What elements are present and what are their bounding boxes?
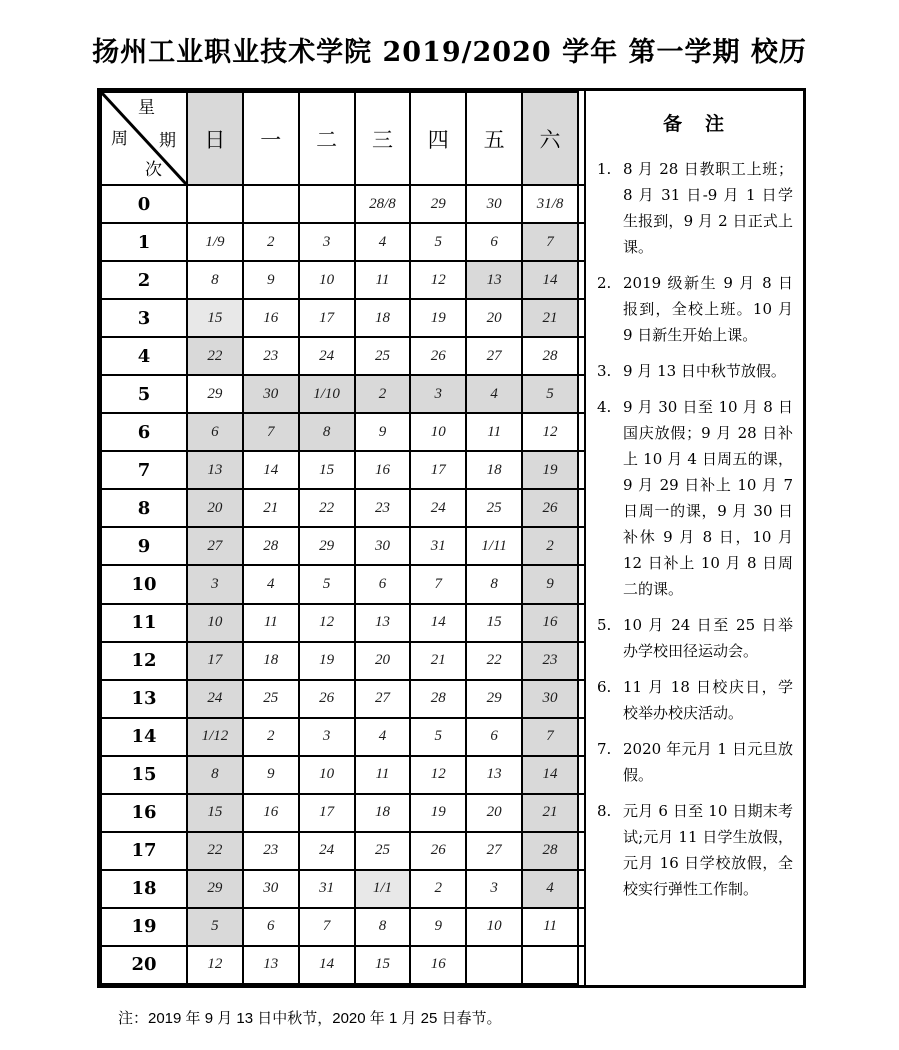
date-cell: 27 bbox=[466, 832, 522, 870]
week-label: 5 bbox=[101, 375, 187, 413]
date-cell: 4 bbox=[355, 223, 411, 261]
date-cell: 15 bbox=[466, 604, 522, 642]
note-item-8 bbox=[596, 798, 793, 902]
date-cell: 5 bbox=[299, 565, 355, 603]
note-item-4 bbox=[596, 394, 793, 602]
day-header-5: 五 bbox=[466, 92, 522, 185]
day-header-6: 六 bbox=[522, 92, 578, 185]
week-row-7 bbox=[101, 451, 578, 489]
note-item-5 bbox=[596, 612, 793, 664]
date-cell: 13 bbox=[355, 604, 411, 642]
date-cell: 2 bbox=[410, 870, 466, 908]
date-cell: 2 bbox=[522, 527, 578, 565]
date-cell: 29 bbox=[299, 527, 355, 565]
week-row-19 bbox=[101, 908, 578, 946]
date-cell: 2 bbox=[243, 223, 299, 261]
week-row-5 bbox=[101, 375, 578, 413]
week-label: 14 bbox=[101, 718, 187, 756]
date-cell: 3 bbox=[299, 223, 355, 261]
week-label: 7 bbox=[101, 451, 187, 489]
week-label: 18 bbox=[101, 870, 187, 908]
date-cell: 24 bbox=[299, 832, 355, 870]
date-cell: 26 bbox=[410, 337, 466, 375]
date-cell: 12 bbox=[522, 413, 578, 451]
notes-header: 备 注 bbox=[662, 113, 726, 135]
date-cell: 9 bbox=[243, 756, 299, 794]
date-cell bbox=[299, 185, 355, 223]
calendar-board bbox=[97, 88, 806, 988]
note-text: 9 月 30 日至 10 月 8 日国庆放假；9 月 28 日补上 10 月 4 日周五的课，9 月 29 日补上 10 月 7 日周一的课，9 月 30 日补休 9 月 8 日，10 月 12 日补上 10 月 8 日周二的课。 bbox=[623, 398, 793, 598]
date-cell: 15 bbox=[187, 299, 243, 337]
date-cell: 8 bbox=[299, 413, 355, 451]
date-cell: 22 bbox=[299, 489, 355, 527]
date-cell: 11 bbox=[243, 604, 299, 642]
date-cell: 12 bbox=[410, 261, 466, 299]
week-row-6 bbox=[101, 413, 578, 451]
note-number: 4. bbox=[597, 398, 612, 416]
date-cell: 3 bbox=[299, 718, 355, 756]
date-cell: 29 bbox=[187, 870, 243, 908]
day-header-0: 日 bbox=[187, 92, 243, 185]
date-cell: 26 bbox=[522, 489, 578, 527]
day-header-4: 四 bbox=[410, 92, 466, 185]
date-cell: 15 bbox=[355, 946, 411, 984]
date-cell: 29 bbox=[410, 185, 466, 223]
date-cell: 3 bbox=[187, 565, 243, 603]
date-cell: 30 bbox=[243, 870, 299, 908]
corner-char-zhou: 周 bbox=[111, 129, 128, 149]
notes-panel bbox=[584, 91, 803, 985]
week-row-11 bbox=[101, 604, 578, 642]
date-cell: 31 bbox=[410, 527, 466, 565]
date-cell: 23 bbox=[355, 489, 411, 527]
note-number: 2. bbox=[597, 274, 612, 292]
week-label: 19 bbox=[101, 908, 187, 946]
note-item-6 bbox=[596, 674, 793, 726]
date-cell: 30 bbox=[522, 680, 578, 718]
date-cell: 28 bbox=[522, 337, 578, 375]
date-cell: 16 bbox=[355, 451, 411, 489]
date-cell: 9 bbox=[522, 565, 578, 603]
week-row-8 bbox=[101, 489, 578, 527]
date-cell: 10 bbox=[299, 261, 355, 299]
date-cell: 1/11 bbox=[466, 527, 522, 565]
date-cell: 1/1 bbox=[355, 870, 411, 908]
week-row-0 bbox=[101, 185, 578, 223]
date-cell: 25 bbox=[355, 337, 411, 375]
date-cell: 21 bbox=[522, 299, 578, 337]
date-cell: 27 bbox=[355, 680, 411, 718]
week-row-17 bbox=[101, 832, 578, 870]
date-cell: 10 bbox=[187, 604, 243, 642]
date-cell: 17 bbox=[299, 794, 355, 832]
week-label: 4 bbox=[101, 337, 187, 375]
week-label: 3 bbox=[101, 299, 187, 337]
date-cell bbox=[243, 185, 299, 223]
date-cell: 4 bbox=[466, 375, 522, 413]
note-number: 6. bbox=[597, 678, 612, 696]
date-cell: 8 bbox=[187, 756, 243, 794]
date-cell: 9 bbox=[243, 261, 299, 299]
date-cell: 22 bbox=[187, 832, 243, 870]
date-cell: 10 bbox=[410, 413, 466, 451]
date-cell: 21 bbox=[410, 642, 466, 680]
date-cell: 23 bbox=[522, 642, 578, 680]
date-cell: 25 bbox=[355, 832, 411, 870]
date-cell: 1/9 bbox=[187, 223, 243, 261]
date-cell: 10 bbox=[299, 756, 355, 794]
week-label: 20 bbox=[101, 946, 187, 984]
date-cell: 31/8 bbox=[522, 185, 578, 223]
date-cell: 12 bbox=[410, 756, 466, 794]
date-cell: 11 bbox=[522, 908, 578, 946]
date-cell: 12 bbox=[299, 604, 355, 642]
date-cell: 8 bbox=[187, 261, 243, 299]
date-cell: 29 bbox=[187, 375, 243, 413]
week-label: 13 bbox=[101, 680, 187, 718]
date-cell: 7 bbox=[243, 413, 299, 451]
note-text: 10 月 24 日至 25 日举办学校田径运动会。 bbox=[623, 616, 793, 660]
note-text: 2019 级新生 9 月 8 日报到，全校上班。10 月 9 日新生开始上课。 bbox=[623, 274, 793, 344]
date-cell: 14 bbox=[410, 604, 466, 642]
date-cell: 3 bbox=[410, 375, 466, 413]
date-cell: 31 bbox=[299, 870, 355, 908]
date-cell: 5 bbox=[187, 908, 243, 946]
date-cell: 11 bbox=[466, 413, 522, 451]
date-cell: 9 bbox=[410, 908, 466, 946]
date-cell: 4 bbox=[355, 718, 411, 756]
date-cell: 6 bbox=[243, 908, 299, 946]
date-cell: 26 bbox=[299, 680, 355, 718]
date-cell: 20 bbox=[466, 794, 522, 832]
date-cell: 14 bbox=[522, 756, 578, 794]
date-cell: 19 bbox=[522, 451, 578, 489]
date-cell: 6 bbox=[466, 223, 522, 261]
corner-char-xing: 星 bbox=[138, 98, 155, 118]
date-cell: 23 bbox=[243, 337, 299, 375]
note-item-7 bbox=[596, 736, 793, 788]
date-cell: 7 bbox=[522, 223, 578, 261]
date-cell: 16 bbox=[243, 794, 299, 832]
week-label: 8 bbox=[101, 489, 187, 527]
date-cell: 2 bbox=[243, 718, 299, 756]
date-cell: 11 bbox=[355, 756, 411, 794]
date-cell: 30 bbox=[355, 527, 411, 565]
week-label: 9 bbox=[101, 527, 187, 565]
date-cell: 20 bbox=[355, 642, 411, 680]
date-cell: 15 bbox=[299, 451, 355, 489]
date-cell: 27 bbox=[187, 527, 243, 565]
date-cell: 5 bbox=[410, 223, 466, 261]
date-cell: 13 bbox=[243, 946, 299, 984]
week-row-1 bbox=[101, 223, 578, 261]
note-text: 11 月 18 日校庆日，学校举办校庆活动。 bbox=[623, 678, 793, 722]
date-cell: 19 bbox=[410, 794, 466, 832]
date-cell: 28 bbox=[522, 832, 578, 870]
date-cell: 17 bbox=[299, 299, 355, 337]
date-cell: 30 bbox=[243, 375, 299, 413]
week-row-15 bbox=[101, 756, 578, 794]
note-item-3 bbox=[596, 358, 793, 384]
date-cell bbox=[466, 946, 522, 984]
date-cell: 29 bbox=[466, 680, 522, 718]
date-cell: 14 bbox=[299, 946, 355, 984]
day-header-1: 一 bbox=[243, 92, 299, 185]
date-cell: 16 bbox=[410, 946, 466, 984]
week-row-10 bbox=[101, 565, 578, 603]
date-cell: 7 bbox=[522, 718, 578, 756]
date-cell: 6 bbox=[355, 565, 411, 603]
note-number: 7. bbox=[597, 740, 612, 758]
date-cell: 19 bbox=[299, 642, 355, 680]
week-row-4 bbox=[101, 337, 578, 375]
note-text: 9 月 13 日中秋节放假。 bbox=[623, 362, 786, 380]
date-cell: 13 bbox=[466, 756, 522, 794]
date-cell: 25 bbox=[466, 489, 522, 527]
date-cell: 16 bbox=[522, 604, 578, 642]
date-cell: 16 bbox=[243, 299, 299, 337]
note-item-2 bbox=[596, 270, 793, 348]
date-cell: 1/10 bbox=[299, 375, 355, 413]
note-number: 1. bbox=[597, 160, 612, 178]
note-number: 5. bbox=[597, 616, 612, 634]
date-cell: 10 bbox=[466, 908, 522, 946]
corner-char-qi: 期 bbox=[159, 131, 176, 151]
date-cell: 28 bbox=[243, 527, 299, 565]
date-cell: 2 bbox=[355, 375, 411, 413]
date-cell: 11 bbox=[355, 261, 411, 299]
date-cell: 30 bbox=[466, 185, 522, 223]
date-cell: 21 bbox=[522, 794, 578, 832]
date-cell: 14 bbox=[243, 451, 299, 489]
date-cell: 24 bbox=[410, 489, 466, 527]
calendar-table bbox=[100, 91, 579, 985]
week-row-12 bbox=[101, 642, 578, 680]
note-text: 元月 6 日至 10 日期末考试;元月 11 日学生放假，元月 16 日学校放假，全校实行弹性工作制。 bbox=[623, 802, 793, 898]
date-cell: 17 bbox=[410, 451, 466, 489]
date-cell: 5 bbox=[522, 375, 578, 413]
date-cell bbox=[187, 185, 243, 223]
day-header-2: 二 bbox=[299, 92, 355, 185]
date-cell: 22 bbox=[466, 642, 522, 680]
date-cell: 5 bbox=[410, 718, 466, 756]
date-cell: 18 bbox=[355, 794, 411, 832]
week-row-9 bbox=[101, 527, 578, 565]
notes-list bbox=[596, 156, 793, 902]
date-cell: 24 bbox=[187, 680, 243, 718]
date-cell: 27 bbox=[466, 337, 522, 375]
date-cell: 19 bbox=[410, 299, 466, 337]
week-label: 11 bbox=[101, 604, 187, 642]
footer-note: 注：2019 年 9 月 13 日中秋节，2020 年 1 月 25 日春节。 bbox=[118, 1010, 502, 1027]
date-cell: 22 bbox=[187, 337, 243, 375]
date-cell: 8 bbox=[355, 908, 411, 946]
date-cell: 4 bbox=[522, 870, 578, 908]
corner-char-ci: 次 bbox=[145, 160, 162, 180]
date-cell bbox=[522, 946, 578, 984]
note-number: 3. bbox=[597, 362, 612, 380]
note-item-1 bbox=[596, 156, 793, 260]
week-row-13 bbox=[101, 680, 578, 718]
date-cell: 12 bbox=[187, 946, 243, 984]
date-cell: 3 bbox=[466, 870, 522, 908]
date-cell: 15 bbox=[187, 794, 243, 832]
date-cell: 28 bbox=[410, 680, 466, 718]
date-cell: 6 bbox=[187, 413, 243, 451]
week-row-2 bbox=[101, 261, 578, 299]
page-title: 扬州工业职业技术学院 2019/2020 学年 第一学期 校历 bbox=[92, 37, 807, 68]
day-header-3: 三 bbox=[355, 92, 411, 185]
date-cell: 13 bbox=[466, 261, 522, 299]
week-row-16 bbox=[101, 794, 578, 832]
date-cell: 28/8 bbox=[355, 185, 411, 223]
week-row-3 bbox=[101, 299, 578, 337]
date-cell: 21 bbox=[243, 489, 299, 527]
week-row-18 bbox=[101, 870, 578, 908]
note-text: 8 月 28 日教职工上班；8 月 31 日-9 月 1 日学生报到，9 月 2 日正式上课。 bbox=[623, 160, 793, 256]
week-label: 6 bbox=[101, 413, 187, 451]
week-label: 1 bbox=[101, 223, 187, 261]
corner-header-cell bbox=[101, 92, 187, 185]
week-row-20 bbox=[101, 946, 578, 984]
date-cell: 1/12 bbox=[187, 718, 243, 756]
week-row-14 bbox=[101, 718, 578, 756]
week-label: 0 bbox=[101, 185, 187, 223]
date-cell: 7 bbox=[299, 908, 355, 946]
date-cell: 23 bbox=[243, 832, 299, 870]
date-cell: 9 bbox=[355, 413, 411, 451]
date-cell: 18 bbox=[355, 299, 411, 337]
date-cell: 8 bbox=[466, 565, 522, 603]
date-cell: 20 bbox=[187, 489, 243, 527]
date-cell: 26 bbox=[410, 832, 466, 870]
week-label: 15 bbox=[101, 756, 187, 794]
calendar-body bbox=[101, 185, 578, 984]
date-cell: 17 bbox=[187, 642, 243, 680]
note-number: 8. bbox=[597, 802, 612, 820]
week-label: 10 bbox=[101, 565, 187, 603]
week-label: 17 bbox=[101, 832, 187, 870]
date-cell: 24 bbox=[299, 337, 355, 375]
date-cell: 4 bbox=[243, 565, 299, 603]
week-label: 16 bbox=[101, 794, 187, 832]
week-label: 2 bbox=[101, 261, 187, 299]
date-cell: 7 bbox=[410, 565, 466, 603]
date-cell: 13 bbox=[187, 451, 243, 489]
day-header-row bbox=[101, 92, 578, 185]
date-cell: 20 bbox=[466, 299, 522, 337]
date-cell: 25 bbox=[243, 680, 299, 718]
date-cell: 18 bbox=[466, 451, 522, 489]
date-cell: 14 bbox=[522, 261, 578, 299]
date-cell: 18 bbox=[243, 642, 299, 680]
week-label: 12 bbox=[101, 642, 187, 680]
note-text: 2020 年元月 1 日元旦放假。 bbox=[623, 740, 793, 784]
date-cell: 6 bbox=[466, 718, 522, 756]
